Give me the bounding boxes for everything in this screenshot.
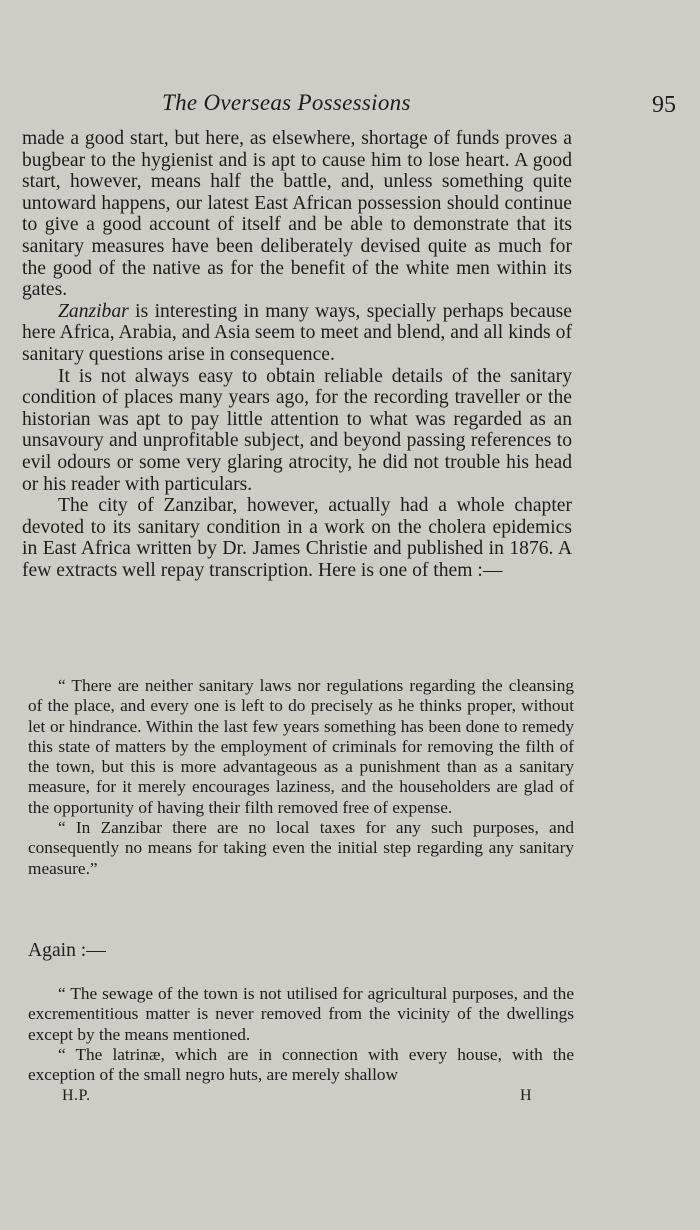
block-quote-1 [28, 676, 574, 879]
quote-paragraph: “ There are neither sanitary laws nor regulations regarding the cleansing of the place, and every one is left to do precisely as he thinks proper, without let or hindrance. Within the last few years something has been done to remedy this state of matters by the employment of criminals for removing the filth of the town, but this is more advantageous as a punishment than as a sanitary measure, for it merely encourages laziness, and the householders are glad of the opportunity of having their filth removed free of expense. [28, 676, 574, 817]
again-line: Again :— [28, 940, 106, 961]
page-footer [0, 1087, 700, 1111]
paragraph-3: It is not always easy to obtain reliable details of the sanitary condition of places many years ago, for the recording traveller or the historian was apt to pay little attention to what was regarded as an unsavoury and unprofitable subject, and beyond passing references to evil odours or some very glaring atrocity, he did not trouble his head or his reader with particulars. [22, 365, 572, 495]
page-header [20, 86, 676, 122]
paragraph-1: made a good start, but here, as elsewhere, shortage of funds proves a bugbear to the hygienist and is apt to cause him to lose heart. A good start, however, means half the battle, and, unless something quite untoward happens, our latest East African possession should continue to give a good account of itself and be able to demonstrate that its sanitary measures have been deliberately devised quite as much for the good of the native as for the benefit of the white men within its gates. [22, 128, 572, 301]
body-text [22, 128, 572, 581]
paragraph-2-text: is interesting in many ways, specially perhaps because here Africa, Arabia, and Asia seem to meet and blend, and all kinds of sanitary questions arise in consequence. [22, 300, 572, 365]
quote-paragraph: “ The latrinæ, which are in connection with every house, with the exception of the small negro huts, are merely shallow [28, 1044, 574, 1085]
block-quote-2 [28, 984, 574, 1085]
zanzibar-italic: Zanzibar [58, 300, 129, 322]
running-title: The Overseas Possessions [162, 90, 411, 115]
quote-paragraph: “ The sewage of the town is not utilised for agricultural purposes, and the excrementitious matter is never removed from the vicinity of the dwellings except by the means mentioned. [28, 984, 574, 1044]
paragraph-2 [22, 301, 572, 366]
signature-mark-right: H [520, 1087, 533, 1104]
page-number: 95 [652, 92, 676, 118]
paragraph-4: The city of Zanzibar, however, actually had a whole chapter devoted to its sanitary condition in a work on the cholera epidemics in East Africa written by Dr. James Christie and published in 1876. A few extracts well repay transcription. Here is one of them :— [22, 495, 572, 581]
signature-mark-left: H.P. [62, 1087, 91, 1104]
quote-paragraph: “ In Zanzibar there are no local taxes for any such purposes, and consequently no means for taking even the initial step regarding any sanitary measure.” [28, 818, 574, 878]
